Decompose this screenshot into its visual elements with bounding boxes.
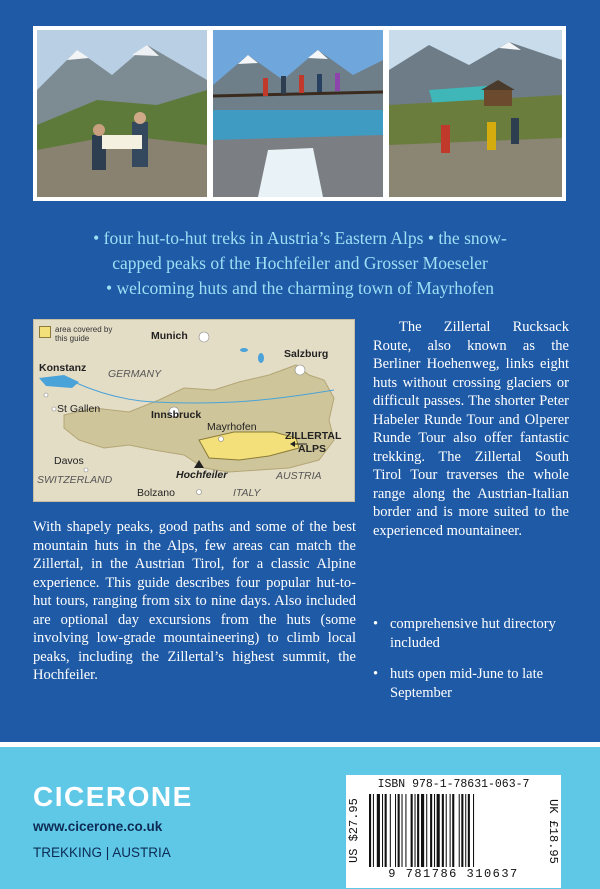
barcode-box — [346, 775, 561, 888]
map-label-switzerland: SWITZERLAND — [37, 474, 113, 486]
feature-item: • comprehensive hut directory included — [373, 615, 573, 652]
publisher-url[interactable]: www.cicerone.co.uk — [33, 819, 163, 834]
highlight-line-1: • four hut-to-hut treks in Austria’s Eastern Alps • the snow- — [93, 228, 507, 248]
route-description: The Zillertal Rucksack Route, also known as the Berliner Hoehenweg, links eight huts without crossing glaciers or difficult passes. The shorter Peter Habeler Runde Tour and Olperer Runde Tour also offer fantastic trekking. The Zillertal South Tirol Tour traverses the whole range along the Austrian-Italian border and is more suited to the experienced mountaineer. — [373, 319, 569, 539]
map-label-alps: ALPS — [298, 443, 327, 455]
map-legend — [39, 325, 113, 343]
map-label-mayrhofen: Mayrhofen — [207, 421, 257, 433]
photo-hikers-reading-map — [37, 30, 207, 197]
map-label-hochfeiler: Hochfeiler — [176, 469, 228, 481]
photo-suspension-bridge — [213, 30, 383, 197]
publisher-logo: CICERONE — [33, 781, 193, 812]
map-label-germany: GERMANY — [108, 368, 162, 380]
price-us: US $27.95 — [347, 798, 361, 864]
feature-item: • huts open mid-June to late September — [373, 665, 573, 702]
footer-band — [0, 742, 600, 889]
map-label-davos: Davos — [54, 455, 84, 467]
highlights — [0, 226, 600, 301]
map-label-innsbruck: Innsbruck — [151, 409, 202, 421]
map-label-st-gallen: St Gallen — [57, 403, 101, 415]
map-label-munich: Munich — [151, 330, 188, 342]
highlight-line-3: • welcoming huts and the charming town of Mayrhofen — [105, 278, 495, 298]
legend-swatch — [39, 326, 51, 338]
map-label-salzburg: Salzburg — [284, 348, 329, 360]
map-label-austria: AUSTRIA — [276, 470, 322, 482]
book-description: With shapely peaks, good paths and some of the best mountain huts in the Alps, few areas can match the Zillertal, in the Austrian Tirol, for a classic Alpine experience. This guide describes four popular hut-to-hut tours, ranging from six to nine days. Also included are optional day excursions from the huts (some involving low-grade mountaineering) to climb local peaks, including the Zillertal’s highest summit, the Hochfeiler. — [33, 519, 356, 683]
feature-list — [373, 615, 573, 715]
map-label-zillertal: ZILLERTAL — [285, 430, 342, 442]
locator-map — [33, 319, 355, 502]
highlight-line-2: capped peaks of the Hochfeiler and Grosser Moeseler — [112, 253, 488, 273]
series-label: TREKKING | AUSTRIA — [33, 845, 171, 860]
photo-hut-and-lake — [389, 30, 562, 197]
map-label-konstanz: Konstanz — [39, 362, 87, 374]
ean-number: 9 781786 310637 — [388, 867, 519, 881]
legend-text: area covered by this guide — [55, 325, 113, 343]
isbn-text: ISBN 978-1-78631-063-7 — [377, 778, 530, 791]
photo-strip — [33, 26, 566, 201]
map-label-italy: ITALY — [233, 487, 261, 499]
price-uk: UK £18.95 — [546, 798, 560, 864]
map-label-bolzano: Bolzano — [137, 487, 175, 499]
barcode-graphic — [368, 794, 539, 867]
